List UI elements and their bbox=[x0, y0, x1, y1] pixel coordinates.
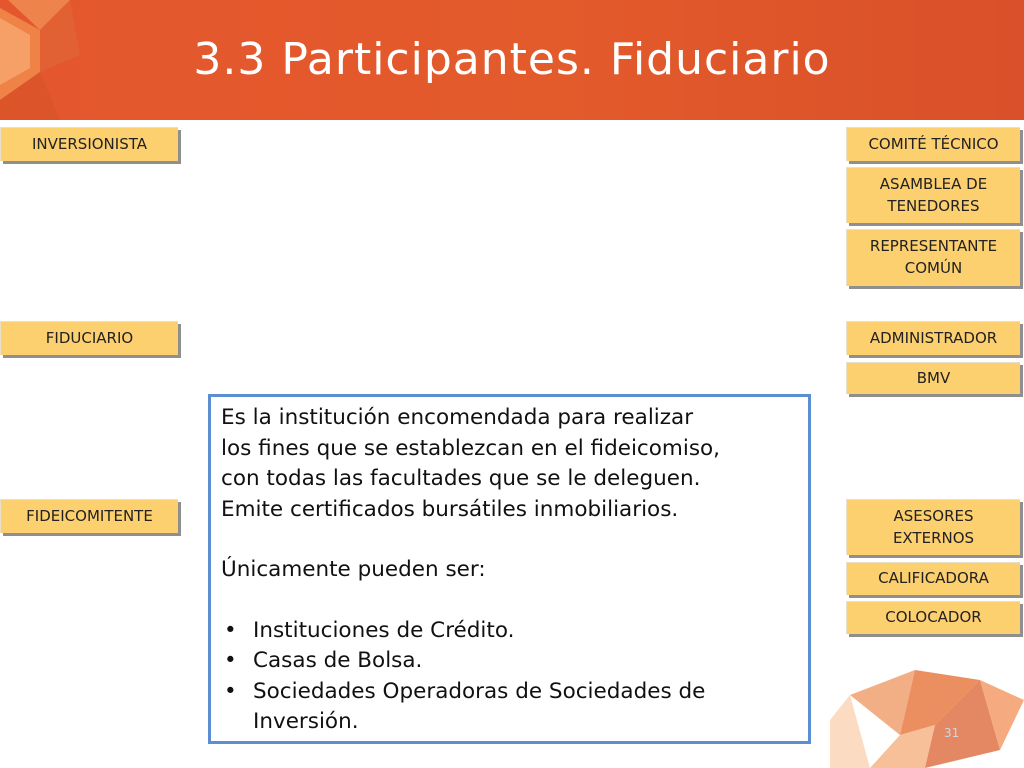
description-line: los fines que se establezcan en el fideicomiso, bbox=[221, 435, 721, 461]
subheading: Únicamente pueden ser: bbox=[221, 557, 486, 582]
title-banner bbox=[0, 0, 1024, 120]
box-comite-tecnico: COMITÉ TÉCNICO bbox=[846, 127, 1020, 161]
description-line: Es la institución encomendada para realizar bbox=[221, 405, 694, 430]
eligible-list bbox=[221, 616, 798, 738]
description-line: Emite certificados bursátiles inmobiliarios. bbox=[221, 496, 679, 522]
page-number: 31 bbox=[944, 726, 960, 740]
box-colocador: COLOCADOR bbox=[846, 601, 1020, 634]
box-fiduciario: FIDUCIARIO bbox=[0, 321, 178, 355]
list-item: • Casas de Bolsa. bbox=[221, 646, 798, 677]
origami-decoration-icon bbox=[830, 640, 1024, 768]
box-inversionista: INVERSIONISTA bbox=[0, 127, 178, 161]
box-asesores-externos: ASESORES EXTERNOS bbox=[846, 499, 1020, 555]
box-fideicomitente: FIDEICOMITENTE bbox=[0, 499, 178, 533]
box-calificadora: CALIFICADORA bbox=[846, 562, 1020, 595]
slide-title: 3.3 Participantes. Fiduciario bbox=[193, 34, 831, 85]
box-representante-comun: REPRESENTANTE COMÚN bbox=[846, 229, 1020, 286]
fiduciario-description-box bbox=[208, 394, 811, 744]
list-item: • Instituciones de Crédito. bbox=[221, 616, 798, 647]
box-administrador: ADMINISTRADOR bbox=[846, 321, 1020, 355]
list-item: • Sociedades Operadoras de Sociedades de Inversión. bbox=[221, 677, 798, 738]
box-asamblea-de-tenedores: ASAMBLEA DE TENEDORES bbox=[846, 167, 1020, 223]
description-line: con todas las facultades que se le deleguen. bbox=[221, 466, 701, 491]
box-bmv: BMV bbox=[846, 362, 1020, 394]
